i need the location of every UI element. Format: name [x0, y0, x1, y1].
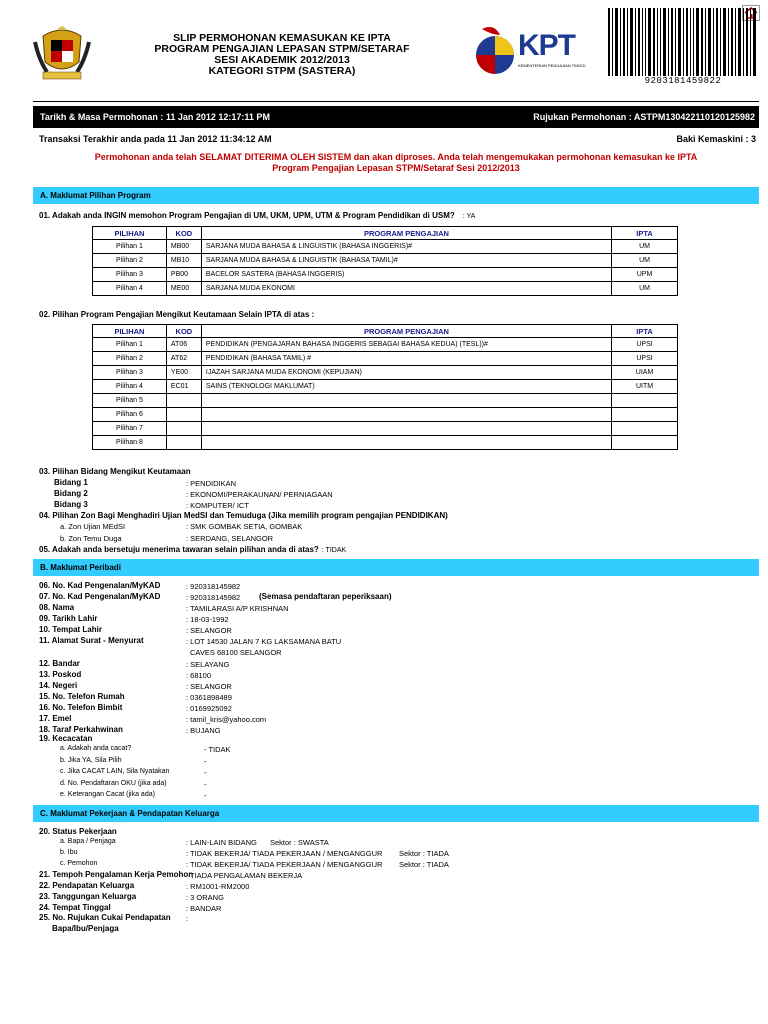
column-header: IPTA [612, 325, 678, 338]
bidang-label: Bidang 1 [54, 478, 88, 487]
column-header: KOD [166, 227, 201, 240]
field-value: : RM1001-RM2000 [186, 882, 250, 891]
status-label: c. Pemohon [60, 860, 98, 867]
field-value: : BANDAR [186, 904, 222, 913]
zon-label: b. Zon Temu Duga [60, 534, 122, 543]
barcode-number: 9203181459822 [644, 76, 722, 86]
bidang-label: Bidang 3 [54, 500, 88, 509]
program-table-1 [92, 226, 678, 296]
status-sector: Sektor : SWASTA [270, 838, 329, 847]
disability-value: - [204, 768, 207, 777]
disability-value: - [204, 791, 207, 800]
column-header: IPTA [612, 227, 678, 240]
disability-value: - [204, 780, 207, 789]
application-info-bar [33, 106, 759, 128]
field-value: : TAMILARASI A/P KRISHNAN [186, 604, 289, 613]
disability-label: b. Jika YA, Sila Pilih [60, 757, 122, 764]
field-value: : SELANGOR [186, 626, 232, 635]
disability-label: c. Jika CACAT LAIN, Sila Nyatakan [60, 768, 170, 775]
title-line: SLIP PERMOHONAN KEMASUKAN KE IPTA [173, 32, 391, 44]
table-row: Pilihan 1 MB00 SARJANA MUDA BAHASA & LINGUISTIK (BAHASA INGGERIS)# UM [93, 240, 678, 254]
field-label: 11. Alamat Surat - Menyurat [39, 636, 144, 645]
question-05: 05. Adakah anda bersetuju menerima tawaran selain pilihan anda di atas? : TIDAK [39, 545, 347, 554]
disability-value: - TIDAK [204, 745, 231, 754]
status-value: : TIDAK BEKERJA/ TIADA PEKERJAAN / MENGANGGUR [186, 849, 383, 858]
section-a-header: A. Maklumat Pilihan Program [33, 187, 759, 204]
application-reference: Rujukan Permohonan : ASTPM130422110120125982 [533, 112, 755, 122]
field-value: : 920318145982 [186, 582, 241, 591]
field-label: 25. No. Rujukan Cukai Pendapatan [39, 913, 171, 922]
question-05-answer: : TIDAK [321, 547, 347, 554]
table-row: Pilihan 1 AT06 PENDIDIKAN (PENGAJARAN BAHASA INGGERIS SEBAGAI BAHASA KEDUA) (TESL))# UPSI [93, 338, 678, 352]
divider [33, 101, 759, 102]
kpt-logo [474, 25, 600, 80]
status-sector: Sektor : TIADA [399, 860, 449, 869]
success-notice [33, 152, 759, 174]
question-25-continued: Bapa/Ibu/Penjaga [52, 924, 119, 933]
field-value: : 0169925092 [186, 704, 232, 713]
title-line: KATEGORI STPM (SASTERA) [208, 65, 356, 77]
column-header: PROGRAM PENGAJIAN [201, 227, 611, 240]
question-19: 19. Kecacatan [39, 734, 93, 743]
status-value: : LAIN-LAIN BIDANG [186, 838, 257, 847]
section-c-header: C. Maklumat Pekerjaan & Pendapatan Keluarga [33, 805, 759, 822]
disability-value: - [204, 757, 207, 766]
field-value: : 920318145982 [186, 593, 241, 602]
field-note: (Semasa pendaftaran peperiksaan) [259, 592, 392, 601]
status-sector: Sektor : TIADA [399, 849, 449, 858]
field-label: 09. Tarikh Lahir [39, 614, 98, 623]
table-row: Pilihan 3 PB00 BACELOR SASTERA (BAHASA INGGERIS) UPM [93, 268, 678, 282]
bidang-value: : KOMPUTER/ ICT [186, 501, 249, 510]
field-label: 22. Pendapatan Keluarga [39, 881, 135, 890]
field-value: : tamil_kris@yahoo.com [186, 715, 267, 724]
field-value: : LOT 14530 JALAN 7 KG LAKSAMANA BATU [186, 637, 342, 646]
column-header: PROGRAM PENGAJIAN [201, 325, 611, 338]
malaysia-crest-logo [33, 26, 91, 82]
field-label: 24. Tempat Tinggal [39, 903, 111, 912]
field-label: 16. No. Telefon Bimbit [39, 703, 123, 712]
status-label: a. Bapa / Penjaga [60, 838, 116, 845]
section-b-header: B. Maklumat Peribadi [33, 559, 759, 576]
zon-value: : SMK GOMBAK SETIA, GOMBAK [186, 522, 303, 531]
table-row: Pilihan 2 AT62 PENDIDIKAN (BAHASA TAMIL) # UPSI [93, 352, 678, 366]
title-line: SESI AKADEMIK 2012/2013 [214, 54, 350, 66]
kpt-emblem-icon [474, 25, 516, 77]
remaining-updates: Baki Kemaskini : 3 [676, 134, 756, 144]
field-value: : [186, 914, 189, 923]
table-row: Pilihan 7 [93, 422, 678, 436]
question-04: 04. Pilihan Zon Bagi Menghadiri Ujian MedSI dan Temuduga (Jika memilih program pengajian PENDIDIKAN) [39, 511, 448, 520]
field-label: 13. Poskod [39, 670, 82, 679]
question-01: 01. Adakah anda INGIN memohon Program Pengajian di UM, UKM, UPM, UTM & Program Pendidikan di USM? : YA [39, 211, 476, 220]
kpt-logo-text: KPT [518, 29, 575, 62]
zon-label: a. Zon Ujian MEdSI [60, 522, 126, 531]
field-value: : 18-03-1992 [186, 615, 229, 624]
field-value: : SELANGOR [186, 682, 232, 691]
field-value: TIADA PENGALAMAN BEKERJA [190, 871, 303, 880]
disability-label: e. Keterangan Cacat (jika ada) [60, 791, 155, 798]
disability-label: a. Adakah anda cacat? [60, 745, 132, 752]
field-label: 15. No. Telefon Rumah [39, 692, 125, 701]
status-label: b. Ibu [60, 849, 78, 856]
field-label: 08. Nama [39, 603, 75, 612]
disability-label: d. No. Pendaftaran OKU (jika ada) [60, 780, 167, 787]
program-table-2 [92, 324, 678, 450]
field-value: : 68100 [186, 671, 212, 680]
barcode [608, 8, 758, 76]
table-row: Pilihan 3 YE00 IJAZAH SARJANA MUDA EKONOMI (KEPUJIAN) UIAM [93, 366, 678, 380]
field-label: 07. No. Kad Pengenalan/MyKAD [39, 592, 161, 601]
question-01-answer: : YA [462, 213, 476, 220]
column-header: PILIHAN [93, 227, 167, 240]
field-label: 18. Taraf Perkahwinan [39, 725, 123, 734]
notice-line: Program Pengajian Lepasan STPM/Setaraf Sesi 2012/2013 [272, 163, 520, 173]
field-label: 12. Bandar [39, 659, 80, 668]
title-line: PROGRAM PENGAJIAN LEPASAN STPM/SETARAF [154, 43, 410, 55]
field-label: 17. Emel [39, 714, 72, 723]
application-datetime: Tarikh & Masa Permohonan : 11 Jan 2012 12:17:11 PM [40, 112, 270, 122]
field-value: : 0361898489 [186, 693, 232, 702]
table-header-row [93, 227, 678, 240]
field-value: CAVES 68100 SELANGOR [190, 648, 282, 657]
zon-value: : SERDANG, SELANGOR [186, 534, 274, 543]
table-row: Pilihan 4 ME00 SARJANA MUDA EKONOMI UM [93, 282, 678, 296]
field-label: 23. Tanggungan Keluarga [39, 892, 137, 901]
field-value: : 3 ORANG [186, 893, 224, 902]
notice-line: Permohonan anda telah SELAMAT DITERIMA OLEH SISTEM dan akan diproses. Anda telah mengemukakan permohonan kemasukan ke IPTA [94, 152, 698, 162]
bidang-value: : PENDIDIKAN [186, 479, 237, 488]
field-value: : SELAYANG [186, 660, 230, 669]
field-label: 06. No. Kad Pengenalan/MyKAD [39, 581, 161, 590]
field-value: : BUJANG [186, 726, 221, 735]
question-20: 20. Status Pekerjaan [39, 827, 117, 836]
last-transaction: Transaksi Terakhir anda pada 11 Jan 2012 11:34:12 AM [39, 134, 272, 144]
table-row: Pilihan 8 [93, 436, 678, 450]
column-header: KOD [166, 325, 201, 338]
slip-title [150, 33, 414, 77]
field-label: 14. Negeri [39, 681, 78, 690]
field-label: 10. Tempat Lahir [39, 625, 102, 634]
table-row: Pilihan 2 MB10 SARJANA MUDA BAHASA & LINGUISTIK (BAHASA TAMIL)# UM [93, 254, 678, 268]
question-02: 02. Pilihan Program Pengajian Mengikut Keutamaan Selain IPTA di atas : [39, 310, 315, 319]
status-value: : TIDAK BEKERJA/ TIADA PEKERJAAN / MENGANGGUR [186, 860, 383, 869]
table-row: Pilihan 5 [93, 394, 678, 408]
table-row: Pilihan 4 EC01 SAINS (TEKNOLOGI MAKLUMAT) UITM [93, 380, 678, 394]
bidang-value: : EKONOMI/PERAKAUNAN/ PERNIAGAAN [186, 490, 333, 499]
bidang-label: Bidang 2 [54, 489, 88, 498]
table-header-row [93, 325, 678, 338]
column-header: PILIHAN [93, 325, 167, 338]
table-row: Pilihan 6 [93, 408, 678, 422]
kpt-logo-subtext: KEMENTERIAN PENGAJIAN TINGGI [518, 63, 586, 68]
question-03: 03. Pilihan Bidang Mengikut Keutamaan [39, 467, 191, 476]
field-label: 21. Tempoh Pengalaman Kerja Pemohon [39, 870, 194, 879]
